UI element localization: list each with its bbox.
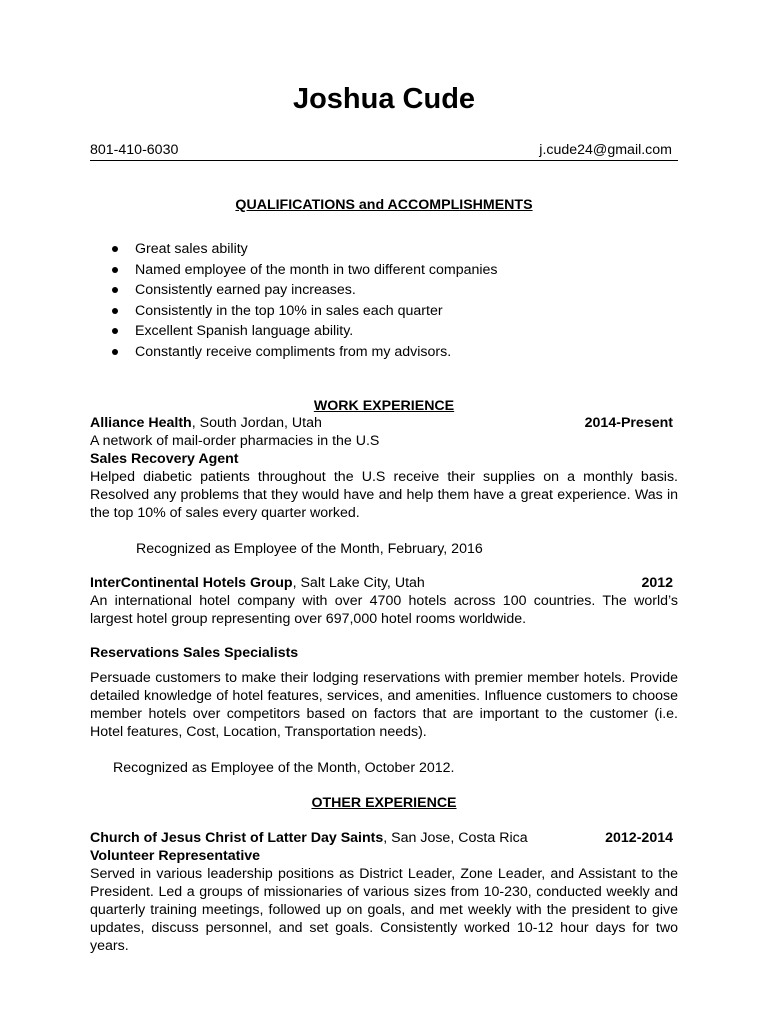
company-name: InterContinental Hotels Group (90, 575, 293, 591)
phone-number: 801-410-6030 (90, 142, 179, 158)
list-item: Consistently in the top 10% in sales each quarter (90, 301, 690, 322)
candidate-name: Joshua Cude (292, 83, 476, 115)
job-dates: 2014-Present (584, 415, 673, 431)
qualifications-heading: QUALIFICATIONS and ACCOMPLISHMENTS (235, 197, 533, 213)
list-item: Consistently earned pay increases. (90, 280, 690, 301)
job-recognition: Recognized as Employee of the Month, February, 2016 (136, 541, 483, 557)
list-item: Named employee of the month in two different companies (90, 260, 690, 281)
list-item: Great sales ability (90, 239, 690, 260)
job-role: Sales Recovery Agent (90, 451, 239, 467)
other-experience-heading: OTHER EXPERIENCE (311, 795, 457, 811)
job-details: Persuade customers to make their lodging reservations with premier member hotels. Provide detailed knowledge of hotel features, services, and amenities. Influence customers to choose member hotels over competitors based on factors that are important to the customer (i.e. Hotel features, Cost, Location, Transportation needs). (90, 670, 678, 740)
company-description: A network of mail-order pharmacies in the U.S (90, 433, 380, 449)
company-location: , South Jordan, Utah (191, 415, 322, 431)
work-experience-heading: WORK EXPERIENCE (313, 398, 455, 414)
bullet-icon (112, 287, 118, 293)
email-address: j.cude24@gmail.com (539, 142, 672, 158)
qualifications-list (90, 239, 690, 362)
job-header (90, 414, 678, 432)
list-item: Constantly receive compliments from my advisors. (90, 342, 690, 363)
entry-header (90, 829, 678, 847)
entry-role: Volunteer Representative (90, 848, 261, 864)
bullet-icon (112, 246, 118, 252)
bullet-icon (112, 349, 118, 355)
company-description: An international hotel company with over 4700 hotels across 100 countries. The world’s largest hotel group representing over 697,000 hotel rooms worldwide. (90, 593, 678, 627)
job-dates: 2012 (641, 575, 673, 591)
organization-location: , San Jose, Costa Rica (383, 830, 528, 846)
job-recognition: Recognized as Employee of the Month, October 2012. (113, 760, 455, 776)
job-role: Reservations Sales Specialists (90, 645, 299, 661)
company-name: Alliance Health (90, 415, 192, 431)
list-item: Excellent Spanish language ability. (90, 321, 690, 342)
job-details: Helped diabetic patients throughout the U.S receive their supplies on a monthly basis. Resolved any problems that they would have and help them have a great experience. Was in the top 10% of sales every quarter worked. (90, 469, 678, 521)
job-header (90, 574, 678, 592)
bullet-icon (112, 267, 118, 273)
bullet-icon (112, 328, 118, 334)
entry-dates: 2012-2014 (605, 830, 673, 846)
entry-details: Served in various leadership positions as District Leader, Zone Leader, and Assistant to the President. Led a groups of missionaries of various sizes from 10-230, conducted weekly and quarterly training meetings, followed up on goals, and met weekly with the president to give updates, discuss personnel, and set goals. Consistently worked 10-12 hour days for two years. (90, 866, 678, 954)
company-location: , Salt Lake City, Utah (292, 575, 425, 591)
bullet-icon (112, 308, 118, 314)
contact-line (90, 141, 678, 161)
organization-name: Church of Jesus Christ of Latter Day Saints (90, 830, 384, 846)
